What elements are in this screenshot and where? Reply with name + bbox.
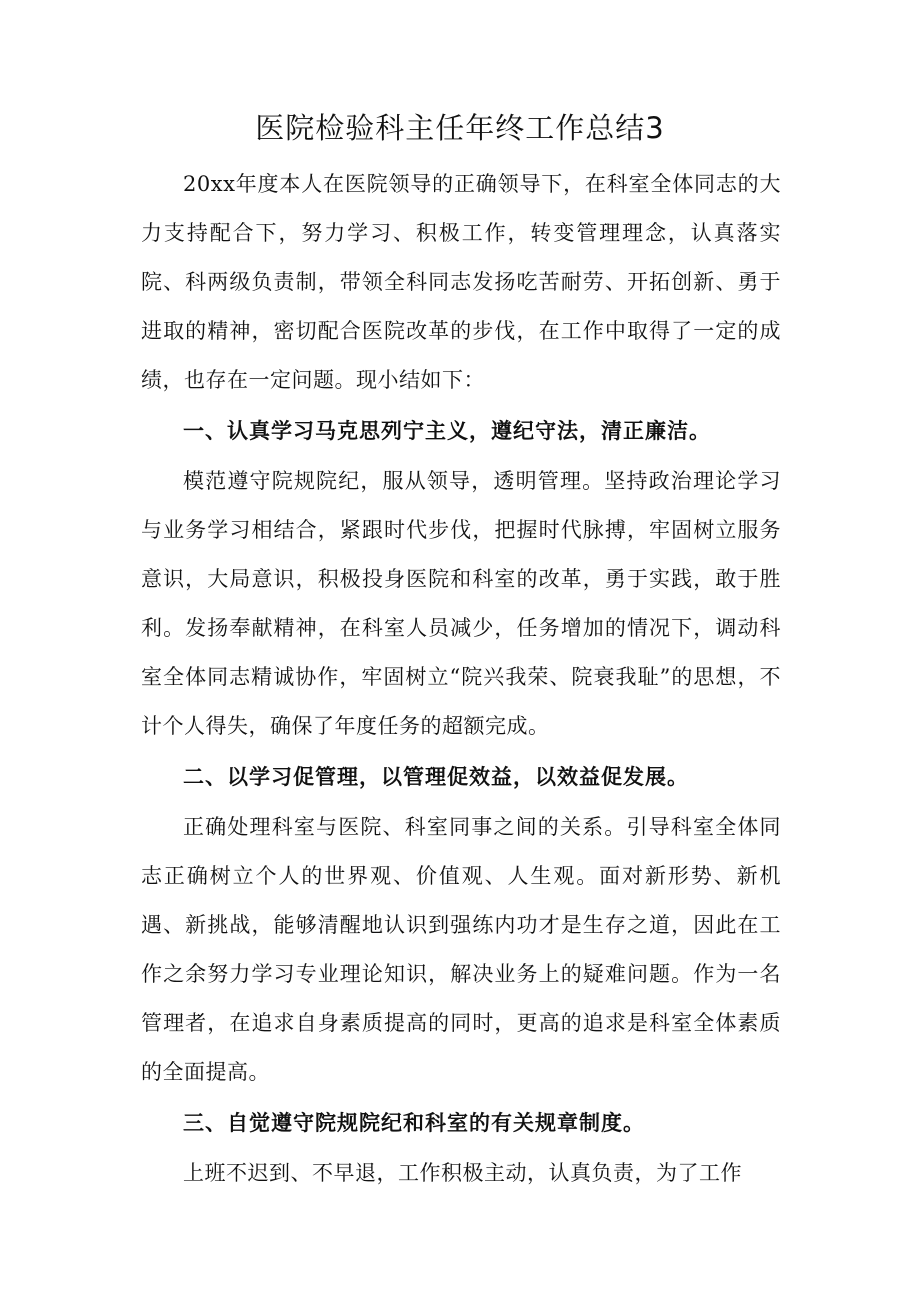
document-title: 医院检验科主任年终工作总结3 (255, 111, 665, 145)
section-3-heading: 三、自觉遵守院规院纪和科室的有关规章制度。 (183, 1111, 645, 1135)
document-body (141, 160, 781, 1198)
intro-paragraph: 20xx年度本人在医院领导的正确领导下，在科室全体同志的大力支持配合下，努力学习、积极工作，转变管理理念，认真落实院、科两级负责制，带领全科同志发扬吃苦耐劳、开拓创新、勇于进取的精神，密切配合医院改革的步伐，在工作中取得了一定的成绩，也存在一定问题。现小结如下： (141, 172, 781, 392)
section-1-heading: 一、认真学习马克思列宁主义，遵纪守法，清正廉洁。 (183, 419, 711, 443)
section-2-paragraph: 正确处理科室与医院、科室同事之间的关系。引导科室全体同志正确树立个人的世界观、价值观、人生观。面对新形势、新机遇、新挑战，能够清醒地认识到强练内功才是生存之道，因此在工作之余努力学习专业理论知识，解决业务上的疑难问题。作为一名管理者，在追求自身素质提高的同时，更高的追求是科室全体素质的全面提高。 (141, 815, 781, 1084)
section-1-paragraph: 模范遵守院规院纪，服从领导，透明管理。坚持政治理论学习与业务学习相结合，紧跟时代步伐，把握时代脉搏，牢固树立服务意识，大局意识，积极投身医院和科室的改革，勇于实践，敢于胜利。发扬奉献精神，在科室人员减少，任务增加的情况下，调动科室全体同志精诚协作，牢固树立“院兴我荣、院衰我耻”的思想，不计个人得失，确保了年度任务的超额完成。 (141, 469, 781, 738)
section-2-heading: 二、以学习促管理，以管理促效益，以效益促发展。 (183, 765, 689, 789)
section-3-paragraph: 上班不迟到、不早退，工作积极主动，认真负责，为了工作 (183, 1161, 742, 1185)
